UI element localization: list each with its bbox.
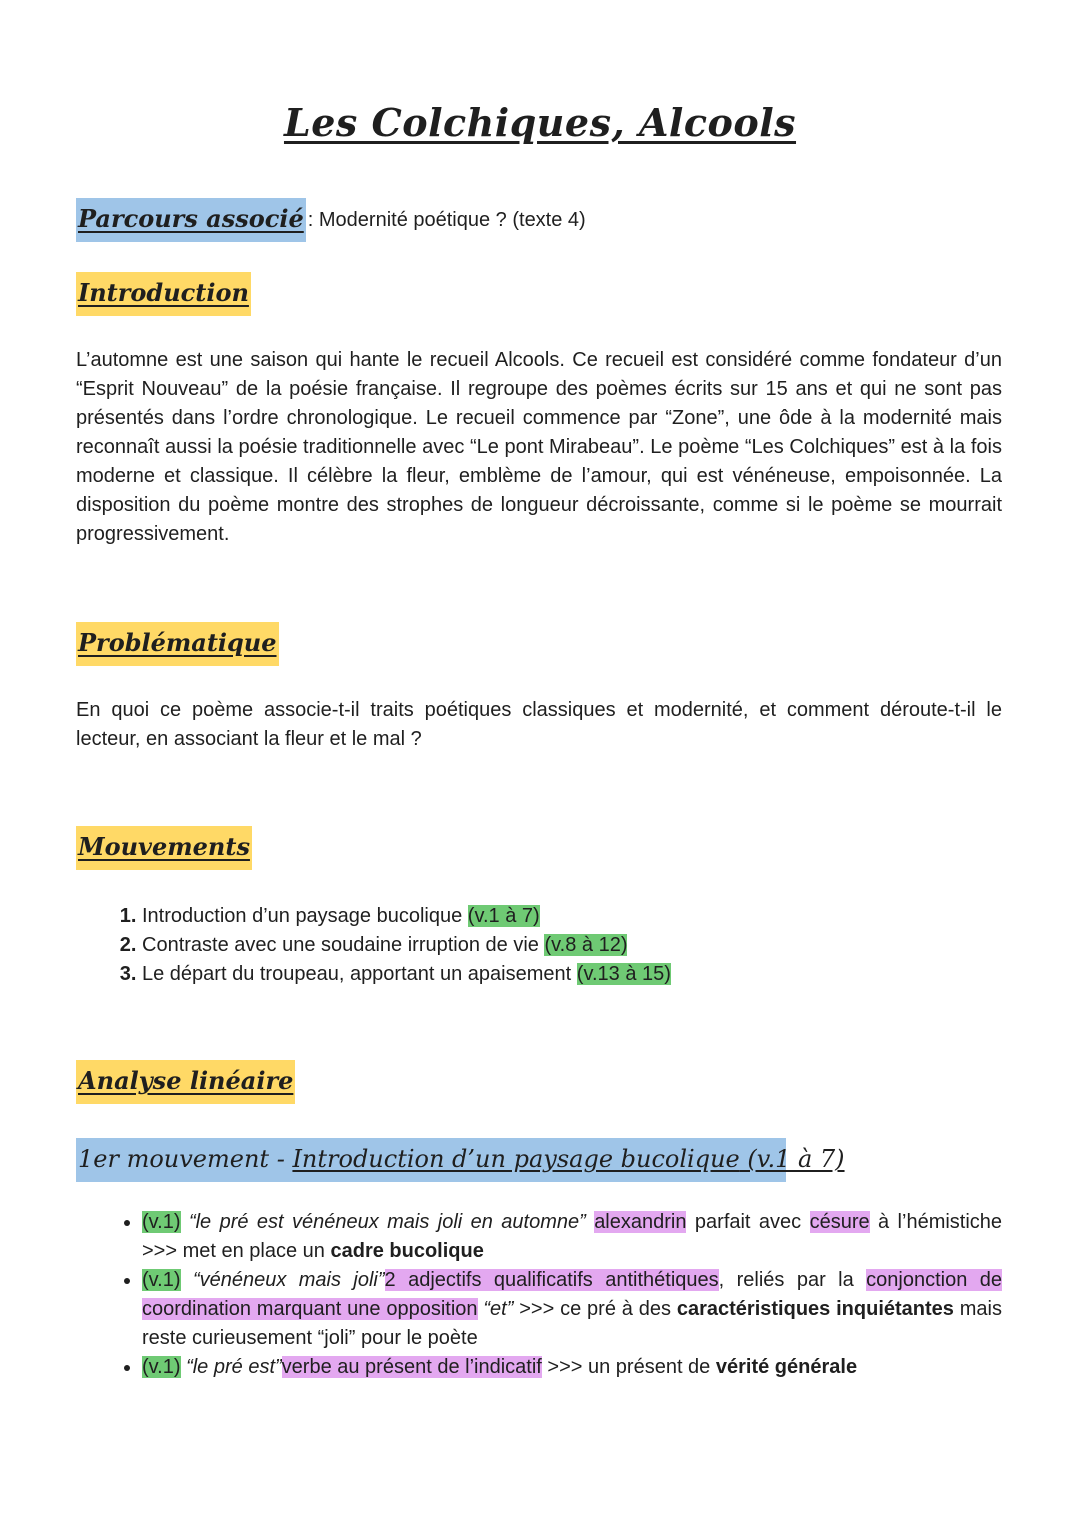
verse-ref: (v.8 à 12) xyxy=(544,934,628,956)
parcours-text: : Modernité poétique ? (texte 4) xyxy=(307,208,586,231)
list-item: • (v.1) “le pré est”verbe au présent de l’indicatif >>> un présent de vérité générale xyxy=(142,1353,1002,1382)
problematique-heading: Problématique xyxy=(76,622,279,666)
mouvements-list xyxy=(108,902,1022,989)
introduction-text: L’automne est une saison qui hante le recueil Alcools. Ce recueil est considéré comme fondateur d’un “Esprit Nouveau” de la poésie française. Il regroupe des poèmes écrits sur 15 ans et qui ne sont pas présentés dans l’ordre chronologique. Le recueil commence par “Zone”, une ôde à la modernité mais reconnaît aussi la poésie traditionnelle avec “Le pont Mirabeau”. Le poème “Les Colchiques” est à la fois moderne et classique. Il célèbre la fleur, emblème de l’amour, qui est vénéneuse, empoisonnée. La disposition du poème montre des strophes de longueur décroissante, comme si le poème se mourrait progressivement. xyxy=(76,349,1002,545)
mouvements-heading: Mouvements xyxy=(76,826,252,870)
list-item: 2. Contraste avec une soudaine irruption de vie (v.8 à 12) xyxy=(142,931,1022,960)
list-item: 3. Le départ du troupeau, apportant un apaisement (v.13 à 15) xyxy=(142,960,1022,989)
analysis-list xyxy=(114,1208,1002,1382)
introduction-heading: Introduction xyxy=(76,272,251,316)
list-item: 1. Introduction d’un paysage bucolique (v.1 à 7) xyxy=(142,902,1022,931)
problematique-text: En quoi ce poème associe-t-il traits poétiques classiques et modernité, et comment déroute-t-il le lecteur, en associant la fleur et le mal ? xyxy=(76,699,1002,750)
parcours-line xyxy=(76,196,586,244)
page-title: Les Colchiques, Alcools xyxy=(283,100,797,145)
analyse-heading: Analyse linéaire xyxy=(76,1060,295,1104)
list-item: • (v.1) “le pré est vénéneux mais joli en automne” alexandrin parfait avec césure à l’hémistiche >>> met en place un cadre bucolique xyxy=(142,1208,1002,1266)
verse-ref: (v.1 à 7) xyxy=(467,905,540,927)
mouvement-1-heading: 1er mouvement - Introduction d’un paysage bucolique (v.1 à 7) xyxy=(76,1138,786,1182)
verse-ref: (v.13 à 15) xyxy=(576,963,671,985)
list-item: • (v.1) “vénéneux mais joli”2 adjectifs qualificatifs antithétiques, reliés par la conjonction de coordination marquant une opposition “et” >>> ce pré à des caractéristiques inquiétantes mais reste curieusement “joli” pour le poète xyxy=(142,1266,1002,1353)
parcours-label: Parcours associé xyxy=(76,198,306,242)
